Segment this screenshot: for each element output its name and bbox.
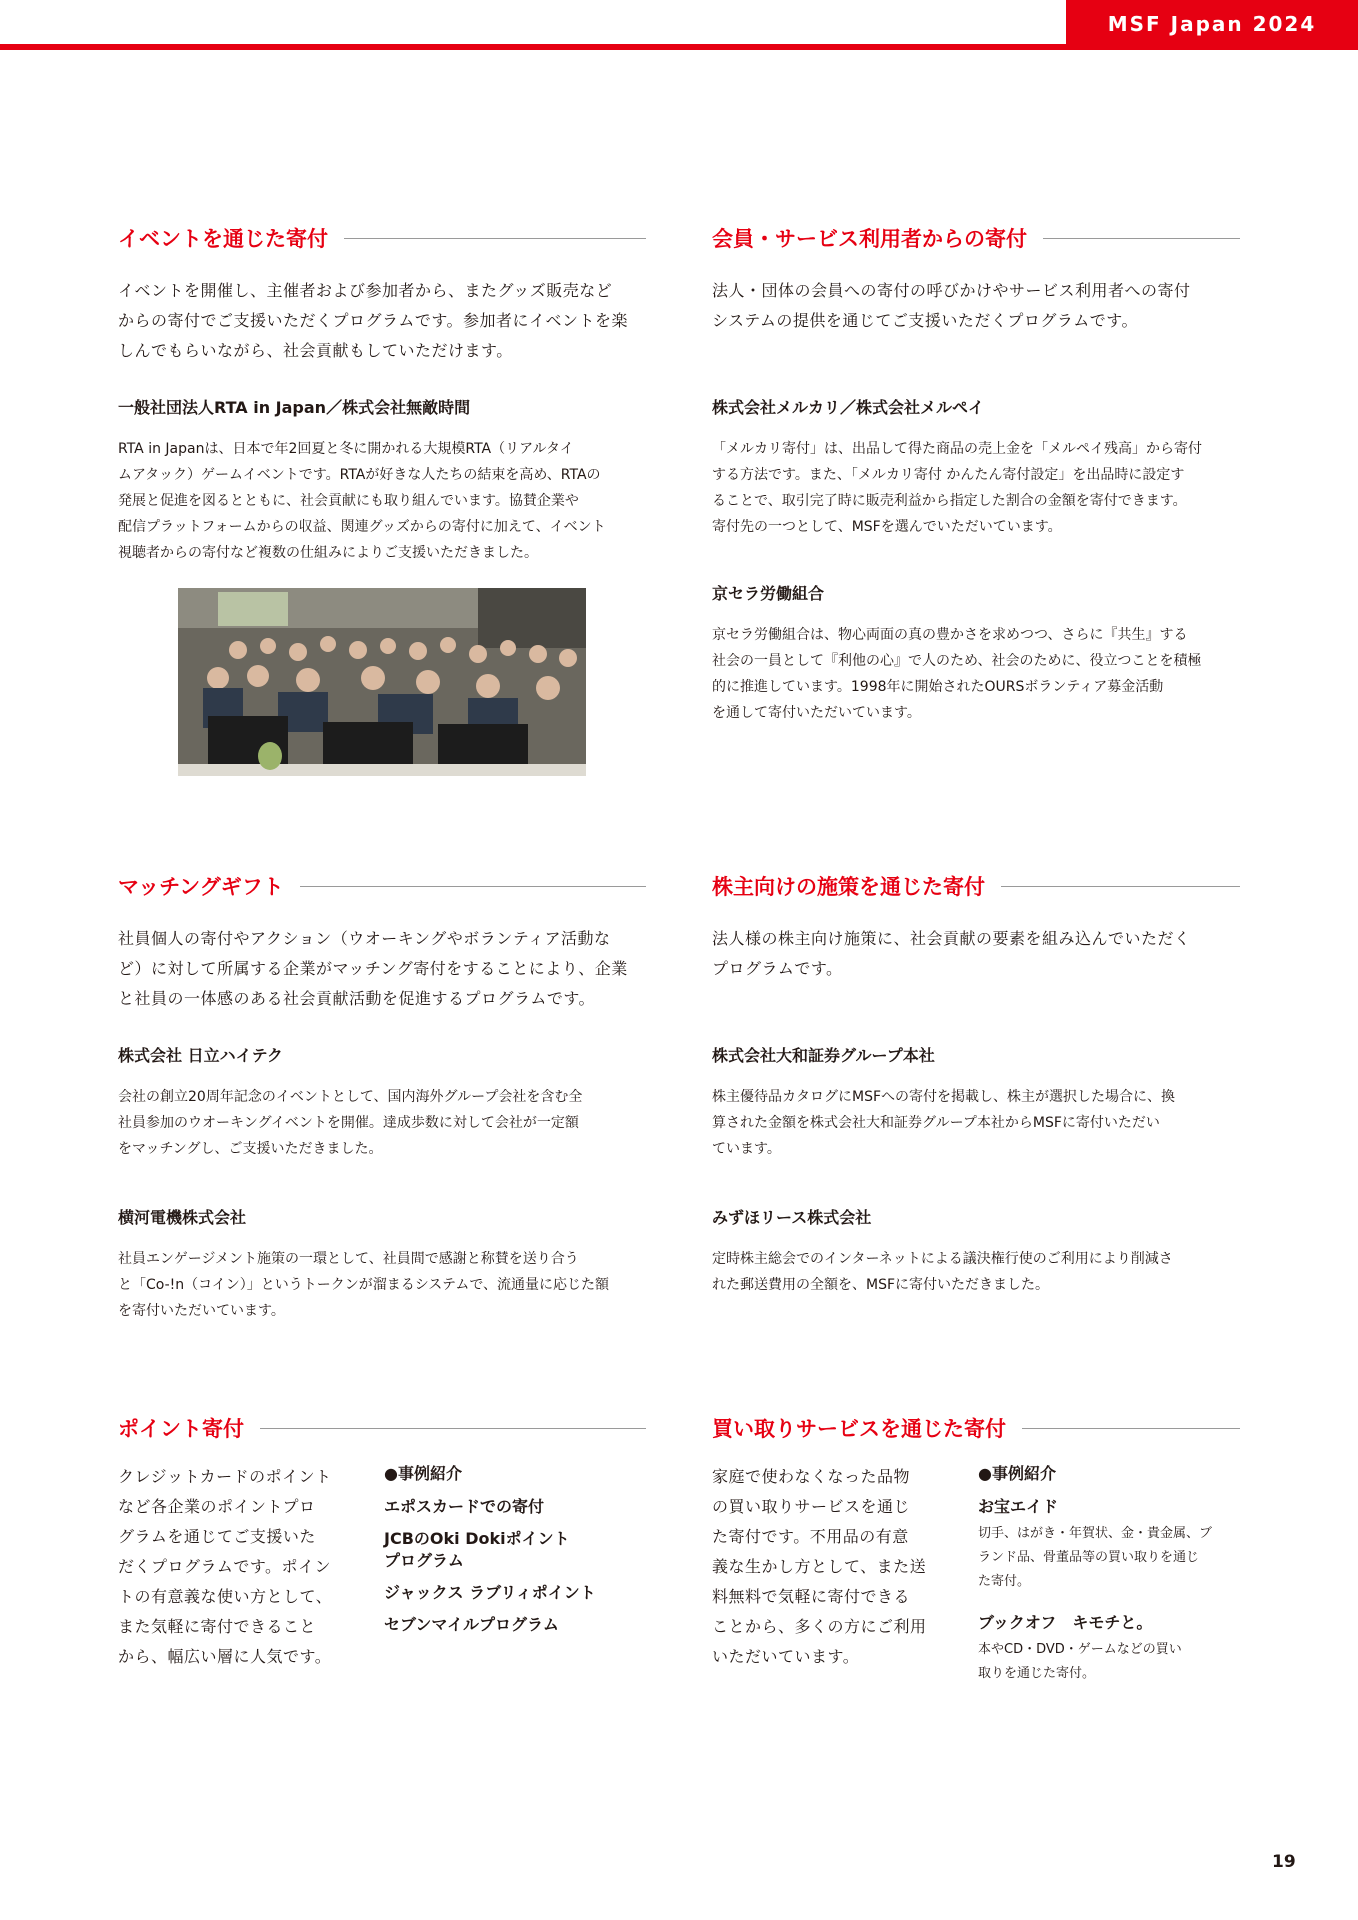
org-name: 株式会社大和証券グループ本社 — [712, 1046, 935, 1065]
section-point — [118, 1410, 646, 1446]
section-title: 株主向けの施策を通じた寄付 — [712, 875, 985, 899]
section-intro: イベントを開催し、主催者および参加者から、またグッズ販売など からの寄付でご支援いただくプログラムです。参加者にイベントを楽 しんでもらいながら、社会貢献もしていただけます。 — [118, 281, 629, 360]
case-heading: ●事例紹介 — [384, 1464, 462, 1483]
case-item: エポスカードでの寄付 — [384, 1497, 545, 1516]
org-description: 定時株主総会でのインターネットによる議決権行使のご利用により削減さ れた郵送費用の全額を、MSFに寄付いただきました。 — [712, 1251, 1173, 1293]
org-name: 株式会社 日立ハイテク — [118, 1046, 283, 1065]
org-description: 会社の創立20周年記念のイベントとして、国内海外グループ会社を含む全 社員参加のウオーキングイベントを開催。達成歩数に対して会社が一定額 をマッチングし、ご支援いただきました。 — [118, 1089, 583, 1157]
case-description: 切手、はがき・年賀状、金・貴金属、ブ ランド品、骨董品等の買い取りを通じ た寄付。 — [978, 1526, 1213, 1589]
case-item: お宝エイド — [978, 1497, 1059, 1516]
section-event — [118, 220, 646, 566]
section-member — [712, 220, 1240, 726]
case-item: JCBのOki Dokiポイント プログラム — [384, 1529, 570, 1570]
org-name: 一般社団法人RTA in Japan／株式会社無敵時間 — [118, 398, 471, 417]
org-name: みずほリース株式会社 — [712, 1208, 872, 1227]
org-description: 株主優待品カタログにMSFへの寄付を掲載し、株主が選択した場合に、換 算された金額を株式会社大和証券グループ本社からMSFに寄付いただい ています。 — [712, 1089, 1176, 1157]
section-divider — [1022, 1428, 1240, 1429]
section-divider — [1043, 238, 1240, 239]
section-divider — [344, 238, 646, 239]
section-title: 会員・サービス利用者からの寄付 — [712, 227, 1027, 251]
org-description: 京セラ労働組合は、物心両面の真の豊かさを求めつつ、さらに『共生』する 社会の一員として『利他の心』で人のため、社会のために、役立つことを積極 的に推進しています。1998年に開始されたOURSボランティア募金活動 を通して寄付いただいています。 — [712, 627, 1202, 721]
event-photo — [178, 588, 586, 776]
section-body: 家庭で使わなくなった品物 の買い取りサービスを通じ た寄付です。不用品の有意 義な生かし方として、また送 料無料で気軽に寄付できる ことから、多くの方にご利用 いただいています。 — [712, 1467, 927, 1666]
section-intro: 法人・団体の会員への寄付の呼びかけやサービス利用者への寄付 システムの提供を通じてご支援いただくプログラムです。 — [712, 281, 1191, 330]
section-intro: 法人様の株主向け施策に、社会貢献の要素を組み込んでいただく プログラムです。 — [712, 929, 1191, 978]
org-name: 株式会社メルカリ／株式会社メルペイ — [712, 398, 985, 417]
case-item: ブックオフ キモチと。 — [978, 1613, 1153, 1632]
case-list — [384, 1462, 646, 1636]
section-matching — [118, 868, 646, 1324]
org-name: 横河電機株式会社 — [118, 1208, 247, 1227]
section-title: マッチングギフト — [118, 875, 284, 899]
org-description: 社員エンゲージメント施策の一環として、社員間で感謝と称賛を送り合う と「Co-!n（コイン）」というトークンが溜まるシステムで、流通量に応じた額 を寄付いただいています。 — [118, 1251, 610, 1319]
case-item: セブンマイルプログラム — [384, 1615, 559, 1634]
section-divider — [260, 1428, 646, 1429]
org-name: 京セラ労働組合 — [712, 584, 825, 603]
page-number: 19 — [1272, 1852, 1296, 1872]
section-body: クレジットカードのポイント など各企業のポイントプロ グラムを通じてご支援いた だくプログラムです。ポイン トの有意義な使い方として、 また気軽に寄付できること から、幅広い層に人気です。 — [118, 1467, 333, 1666]
section-divider — [1001, 886, 1240, 887]
org-description: 「メルカリ寄付」は、出品して得た商品の売上金を「メルペイ残高」から寄付 する方法です。また、「メルカリ寄付 かんたん寄付設定」を出品時に設定す ることで、取引完了時に販売利益から指定した割合の金額を寄付できます。 寄付先の一つとして、MSFを選んでいただいています。 — [712, 441, 1202, 535]
section-divider — [300, 886, 646, 887]
section-title: イベントを通じた寄付 — [118, 227, 328, 251]
section-buyback — [712, 1410, 1240, 1446]
section-shareholder — [712, 868, 1240, 1298]
org-description: RTA in Japanは、日本で年2回夏と冬に開かれる大規模RTA（リアルタイ ムアタック）ゲームイベントです。RTAが好きな人たちの結束を高め、RTAの 発展と促進を図るとともに、社会貢献にも取り組んでいます。協賛企業や 配信プラットフォームからの収益、関連グッズからの寄付に加えて、イベント 視聴者からの寄付など複数の仕組みによりご支援いただきました。 — [118, 441, 606, 561]
case-description: 本やCD・DVD・ゲームなどの買い 取りを通じた寄付。 — [978, 1642, 1182, 1681]
section-title: ポイント寄付 — [118, 1417, 244, 1441]
section-intro: 社員個人の寄付やアクション（ウオーキングやボランティア活動な ど）に対して所属する企業がマッチング寄付をすることにより、企業 と社員の一体感のある社会貢献活動を促進するプログラムです。 — [118, 929, 628, 1008]
case-heading: ●事例紹介 — [978, 1464, 1056, 1483]
case-list — [978, 1462, 1240, 1686]
header-title: MSF Japan 2024 — [1107, 12, 1317, 36]
case-item: ジャックス ラブリィポイント — [384, 1583, 596, 1602]
section-title: 買い取りサービスを通じた寄付 — [712, 1417, 1006, 1441]
